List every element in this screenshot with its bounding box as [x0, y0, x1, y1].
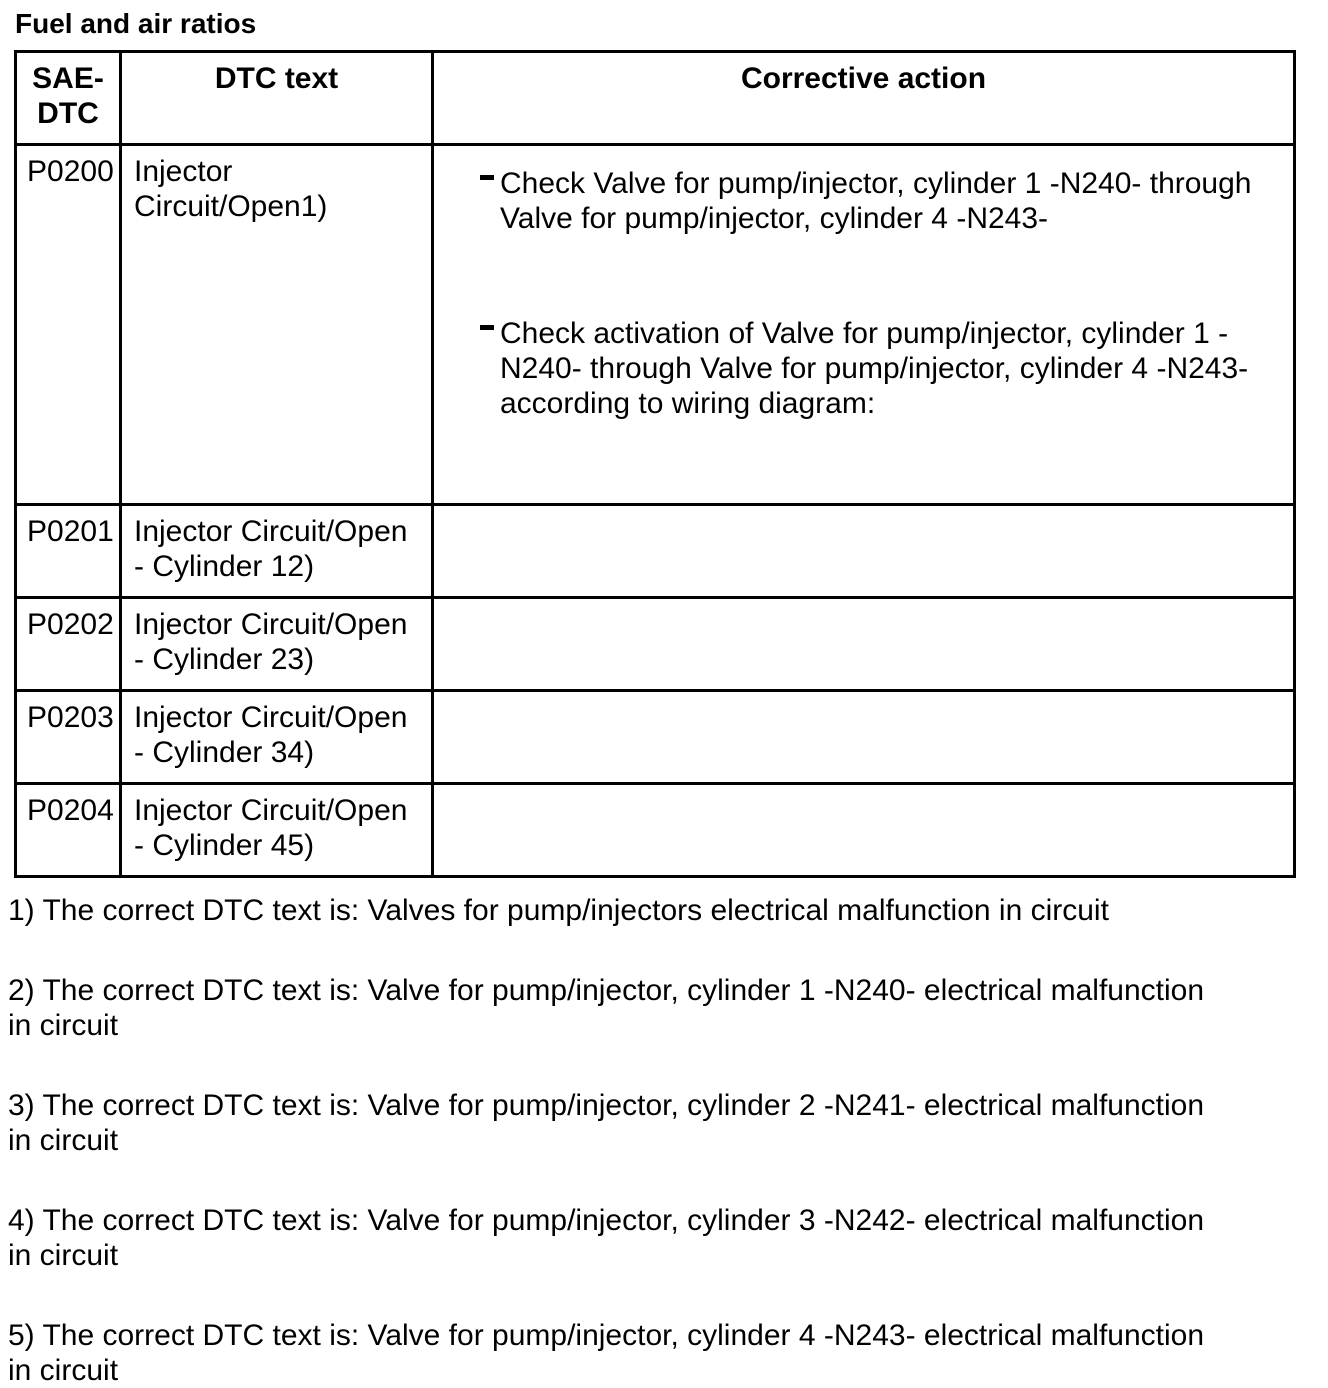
corrective-action-cell — [433, 598, 1295, 691]
corrective-action-cell — [433, 145, 1295, 505]
dtc-code: P0204 — [16, 784, 121, 877]
footnote-3: 3) The correct DTC text is: Valve for pump/injector, cylinder 2 -N241- electrical malfunction in circuit — [8, 1089, 1205, 1157]
dtc-code: P0200 — [16, 145, 121, 505]
table-row — [16, 691, 1295, 784]
column-header-dtc-text: DTC text — [121, 52, 433, 145]
column-header-corrective-action: Corrective action — [433, 52, 1295, 145]
dtc-text: Injector Circuit/Open1) — [121, 145, 433, 505]
table-row — [16, 784, 1295, 877]
corrective-action-cell — [433, 784, 1295, 877]
table-header-row — [16, 52, 1295, 145]
dtc-code: P0203 — [16, 691, 121, 784]
dash-bullet-icon — [480, 325, 494, 330]
dtc-text: Injector Circuit/Open - Cylinder 34) — [121, 691, 433, 784]
footnote-1: 1) The correct DTC text is: Valves for pump/injectors electrical malfunction in circuit — [8, 894, 1109, 927]
action-item — [480, 166, 1293, 236]
action-text: Check activation of Valve for pump/injector, cylinder 1 -N240- through Valve for pump/injector, cylinder 4 -N243- according to wiring diagram: — [500, 317, 1249, 420]
dtc-text: Injector Circuit/Open - Cylinder 23) — [121, 598, 433, 691]
action-text: Check Valve for pump/injector, cylinder 1 -N240- through Valve for pump/injector, cylinder 4 -N243- — [500, 167, 1252, 235]
dtc-code: P0202 — [16, 598, 121, 691]
corrective-action-cell — [433, 691, 1295, 784]
page-title: Fuel and air ratios — [15, 8, 257, 39]
dtc-table — [14, 50, 1296, 878]
corrective-action-cell — [433, 505, 1295, 598]
dtc-text: Injector Circuit/Open - Cylinder 12) — [121, 505, 433, 598]
table-row — [16, 505, 1295, 598]
action-list — [480, 166, 1293, 421]
table-row — [16, 145, 1295, 505]
column-header-sae-dtc: SAE-DTC — [16, 52, 121, 145]
footnote-5: 5) The correct DTC text is: Valve for pump/injector, cylinder 4 -N243- electrical malfunction in circuit — [8, 1319, 1205, 1387]
dtc-code: P0201 — [16, 505, 121, 598]
dash-bullet-icon — [480, 175, 494, 180]
dtc-text: Injector Circuit/Open - Cylinder 45) — [121, 784, 433, 877]
footnote-2: 2) The correct DTC text is: Valve for pump/injector, cylinder 1 -N240- electrical malfunction in circuit — [8, 974, 1205, 1042]
footnote-4: 4) The correct DTC text is: Valve for pump/injector, cylinder 3 -N242- electrical malfunction in circuit — [8, 1204, 1205, 1272]
action-item — [480, 316, 1293, 421]
footnotes-section — [8, 893, 1204, 1388]
table-row — [16, 598, 1295, 691]
